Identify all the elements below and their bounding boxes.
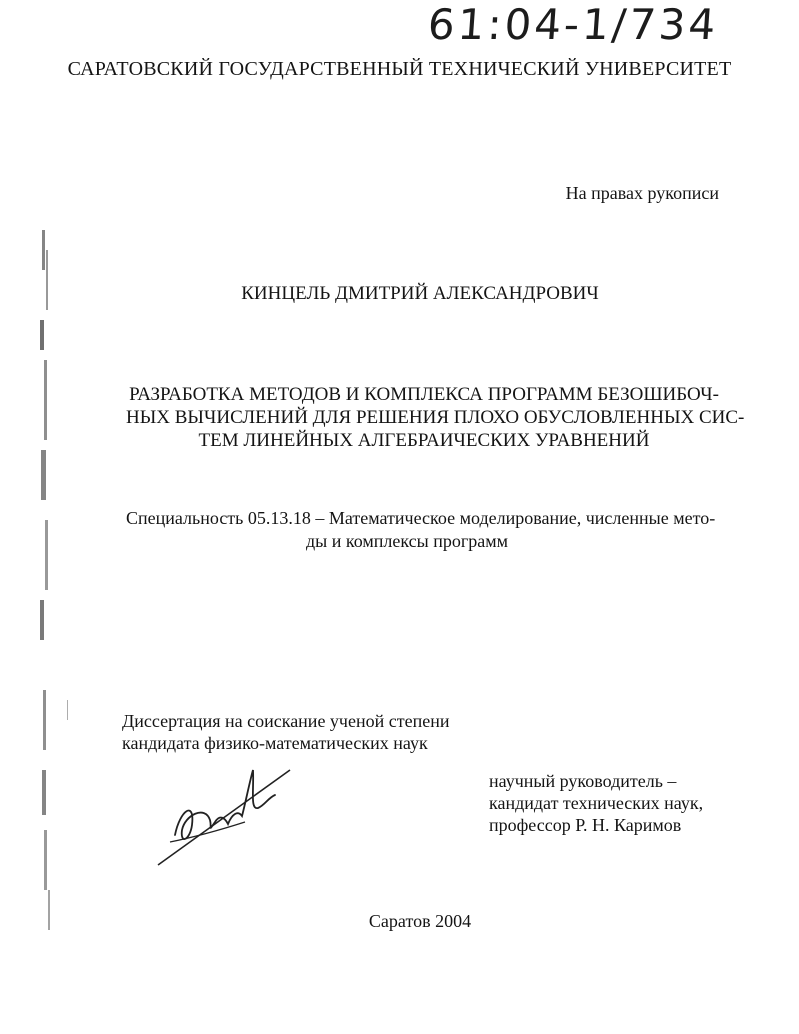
author-name: КИНЦЕЛЬ ДМИТРИЙ АЛЕКСАНДРОВИЧ — [241, 283, 599, 304]
city-year: Саратов 2004 — [368, 911, 472, 931]
degree-line: Диссертация на соискание ученой степени — [122, 711, 450, 731]
title-line: НЫХ ВЫЧИСЛЕНИЙ ДЛЯ РЕШЕНИЯ ПЛОХО ОБУСЛОВЛЕННЫХ СИС- — [126, 407, 745, 428]
university-name: САРАТОВСКИЙ ГОСУДАРСТВЕННЫЙ ТЕХНИЧЕСКИЙ УНИВЕРСИТЕТ — [67, 58, 732, 80]
advisor-line: научный руководитель – — [489, 771, 677, 791]
rights-note: На правах рукописи — [565, 183, 719, 203]
degree-statement — [122, 710, 449, 754]
specialty-line: ды и комплексы программ — [306, 531, 509, 551]
handwritten-archive-code: 61:04-1/734 — [426, 0, 720, 49]
signature-icon — [150, 750, 300, 870]
dissertation-title — [126, 383, 745, 452]
title-line: РАЗРАБОТКА МЕТОДОВ И КОМПЛЕКСА ПРОГРАММ БЕЗОШИБОЧ- — [129, 384, 719, 405]
advisor-line: профессор Р. Н. Каримов — [489, 815, 682, 835]
specialty-block — [126, 507, 726, 553]
degree-line: кандидата физико-математических наук — [122, 733, 428, 753]
advisor-block — [489, 770, 703, 836]
scan-edge-noise-icon — [30, 230, 70, 1010]
specialty-line: Специальность 05.13.18 – Математическое моделирование, численные мето- — [126, 508, 716, 528]
advisor-line: кандидат технических наук, — [489, 793, 704, 813]
title-line: ТЕМ ЛИНЕЙНЫХ АЛГЕБРАИЧЕСКИХ УРАВНЕНИЙ — [198, 430, 650, 451]
